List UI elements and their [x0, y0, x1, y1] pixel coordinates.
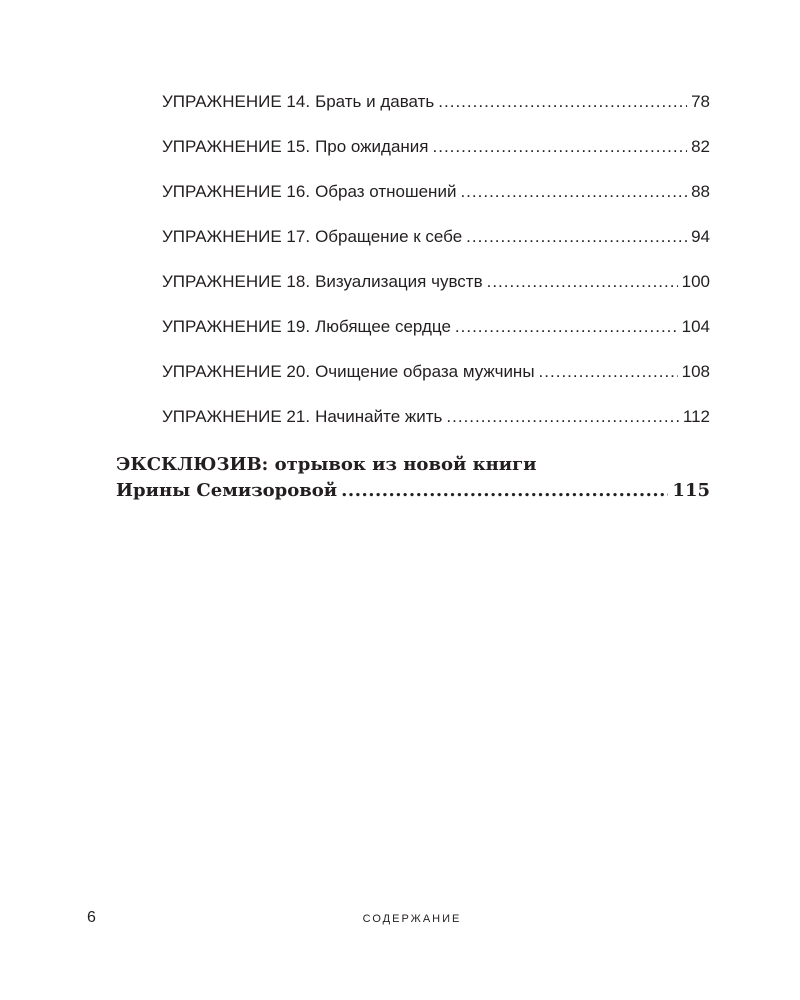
entry-title: Про ожидания [315, 137, 429, 156]
running-head: СОДЕРЖАНИЕ [362, 913, 462, 925]
toc-entry-exclusive[interactable] [116, 452, 710, 504]
entry-number: УПРАЖНЕНИЕ 15. [162, 137, 311, 156]
dot-leader [341, 478, 668, 504]
entry-title: Начинайте жить [315, 407, 443, 426]
entry-number: УПРАЖНЕНИЕ 16. [162, 182, 311, 201]
toc-entry-21[interactable] [162, 403, 710, 448]
entry-number: УПРАЖНЕНИЕ 21. [162, 407, 311, 426]
toc-entry-19[interactable] [162, 313, 710, 358]
dot-leader [433, 133, 688, 161]
entry-page-number: 94 [691, 227, 710, 246]
entry-page-number: 108 [681, 362, 710, 381]
toc-entry-20[interactable] [162, 358, 710, 403]
entry-page-number: 112 [682, 407, 710, 426]
entry-number: УПРАЖНЕНИЕ 20. [162, 362, 311, 381]
exclusive-title-line-2 [116, 478, 710, 504]
entry-page-number: 100 [681, 272, 710, 291]
dot-leader [466, 223, 687, 251]
dot-leader [455, 313, 678, 341]
entry-title: Образ отношений [315, 182, 457, 201]
toc-entry-18[interactable] [162, 268, 710, 313]
dot-leader [487, 268, 678, 296]
entry-number: УПРАЖНЕНИЕ 18. [162, 272, 311, 291]
entry-title: Обращение к себе [315, 227, 463, 246]
entry-title: Любящее сердце [315, 317, 451, 336]
entry-title: Визуализация чувств [315, 272, 483, 291]
dot-leader [446, 403, 678, 431]
dot-leader [460, 178, 687, 206]
exclusive-page-number: 115 [672, 480, 710, 501]
toc-entry-14[interactable] [162, 88, 710, 133]
page-number: 6 [87, 909, 96, 926]
exclusive-author: Ирины Семизоровой [116, 480, 338, 501]
entry-page-number: 88 [691, 182, 710, 201]
toc-entry-15[interactable] [162, 133, 710, 178]
toc-entry-17[interactable] [162, 223, 710, 268]
entry-title: Очищение образа мужчины [315, 362, 535, 381]
entry-page-number: 78 [691, 92, 710, 111]
entry-number: УПРАЖНЕНИЕ 14. [162, 92, 311, 111]
entry-title: Брать и давать [315, 92, 435, 111]
exclusive-title: ЭКСКЛЮЗИВ: отрывок из новой книги [116, 454, 537, 475]
entry-page-number: 82 [691, 137, 710, 156]
entry-page-number: 104 [681, 317, 710, 336]
table-of-contents [116, 88, 710, 504]
dot-leader [539, 358, 678, 386]
dot-leader [438, 88, 687, 116]
entry-number: УПРАЖНЕНИЕ 19. [162, 317, 311, 336]
exclusive-title-line-1 [116, 452, 710, 478]
entry-number: УПРАЖНЕНИЕ 17. [162, 227, 311, 246]
toc-entry-16[interactable] [162, 178, 710, 223]
